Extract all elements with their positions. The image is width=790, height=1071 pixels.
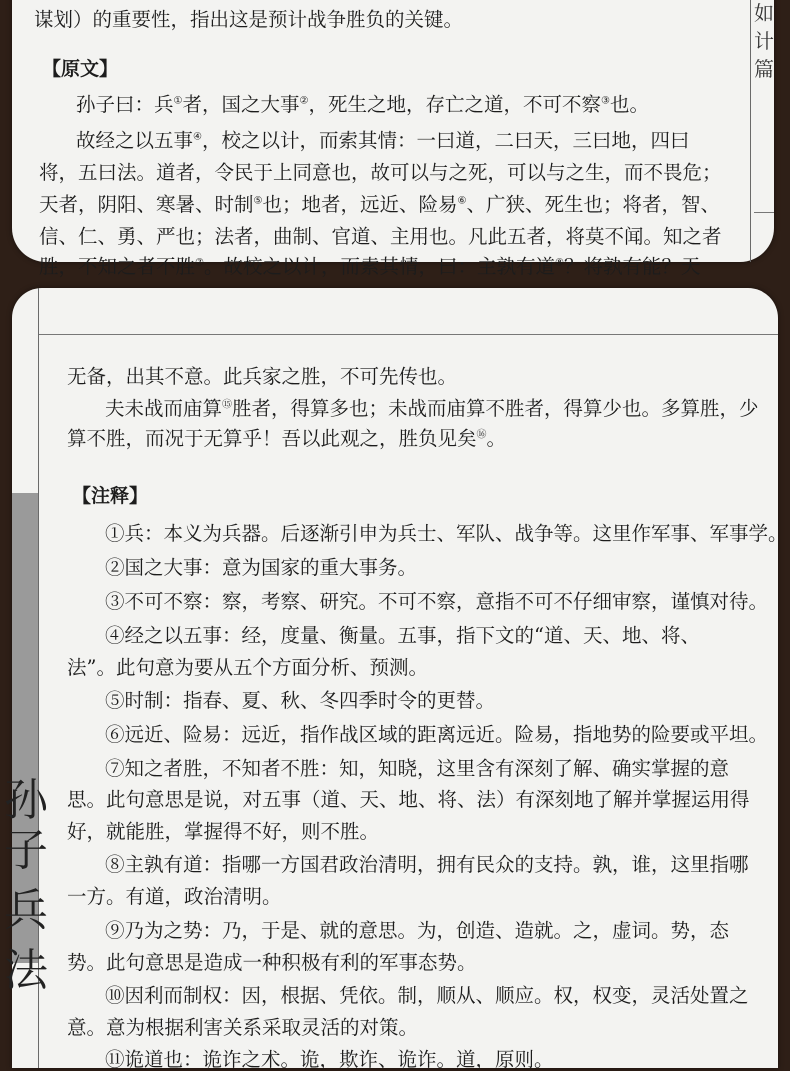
facing-page-char: 如 — [754, 1, 774, 25]
note-line: ③不可不察：察，考察、研究。不可不察，意指不可不仔细审察，谨慎对待。 — [105, 590, 769, 613]
continuation-line: 谋划）的重要性，指出这是预计战争胜负的关键。 — [34, 8, 464, 31]
text-line: 孙子曰：兵①者，国之大事②，死生之地，存亡之道，不可不察③也。 — [76, 93, 649, 116]
note-line: ⑥远近、险易：远近，指作战区域的距离远近。险易，指地势的险要或平坦。 — [105, 723, 769, 746]
note-line: 好，就能胜，掌握得不好，则不胜。 — [67, 820, 380, 843]
bottom-page — [4, 288, 788, 1071]
note-line: ②国之大事：意为国家的重大事务。 — [105, 556, 418, 579]
note-line: 思。此句意思是说，对五事（道、天、地、将、法）有深刻地了解并掌握运用得 — [67, 788, 750, 811]
divider — [38, 334, 778, 335]
spine-title-char: 子 — [4, 825, 48, 876]
note-line: 法”。此句意为要从五个方面分析、预测。 — [67, 656, 428, 679]
note-line: ⑤时制：指春、夏、秋、冬四季时令的更替。 — [105, 689, 496, 712]
section-heading-zhushi: 【注释】 — [72, 485, 149, 507]
text-line: 信、仁、勇、严也；法者，曲制、官道、主用也。凡此五者，将莫不闻。知之者 — [39, 225, 722, 248]
note-line: ①兵：本义为兵器。后逐渐引申为兵士、军队、战争等。这里作军事、军事学。 — [105, 522, 788, 545]
note-line: 势。此句意思是造成一种积极有利的军事态势。 — [67, 951, 477, 974]
divider — [754, 212, 774, 213]
spine-title-char: 孙 — [4, 775, 48, 826]
note-line: ⑩因利而制权：因，根据、凭依。制，顺从、顺应。权，权变，灵活处置之 — [105, 984, 749, 1007]
text-line: 无备，出其不意。此兵家之胜，不可先传也。 — [67, 365, 458, 388]
text-line: 天者，阴阳、寒暑、时制⑤也；地者，远近、险易⑥、广狭、死生也；将者，智、 — [39, 193, 720, 216]
spine-title-char: 法 — [4, 945, 48, 996]
spine-title-char: 兵 — [4, 885, 48, 936]
note-line: ⑪诡道也：诡诈之术。诡，欺诈、诡诈。道，原则。 — [105, 1048, 554, 1071]
text-line: 故经之以五事④，校之以计，而索其情：一曰道，二曰天，三曰地，四曰 — [76, 129, 690, 152]
facing-page-char: 篇 — [754, 57, 774, 81]
note-line: 意。意为根据利害关系采取灵活的对策。 — [67, 1016, 419, 1039]
note-line: ⑨乃为之势：乃，于是、就的意思。为，创造、造就。之，虚词。势，态 — [105, 919, 730, 942]
text-line: 算不胜，而况于无算乎！吾以此观之，胜负见矣⑯。 — [67, 427, 507, 450]
text-line-cut: 胜，不知之者不胜⑦。故校之以计，而索其情，曰：主孰有道⑧？将孰有能？天 — [39, 255, 701, 278]
note-line: ⑦知之者胜，不知者不胜：知，知晓，这里含有深刻了解、确实掌握的意 — [105, 757, 730, 780]
section-heading-yuanwen: 【原文】 — [42, 58, 119, 80]
note-line: ⑧主孰有道：指哪一方国君政治清明，拥有民众的支持。孰，谁，这里指哪 — [105, 853, 749, 876]
page-border — [750, 0, 751, 262]
facing-page-char: 计 — [754, 29, 774, 53]
text-line: 夫未战而庙算⑮胜者，得算多也；未战而庙算不胜者，得算少也。多算胜，少 — [105, 397, 759, 420]
top-page — [12, 0, 774, 278]
text-line: 将，五曰法。道者，令民于上同意也，故可以与之死，可以与之生，而不畏危； — [39, 161, 722, 184]
note-line: 一方。有道，政治清明。 — [67, 885, 282, 908]
note-line: ④经之以五事：经，度量、衡量。五事，指下文的“道、天、地、将、 — [105, 624, 700, 647]
